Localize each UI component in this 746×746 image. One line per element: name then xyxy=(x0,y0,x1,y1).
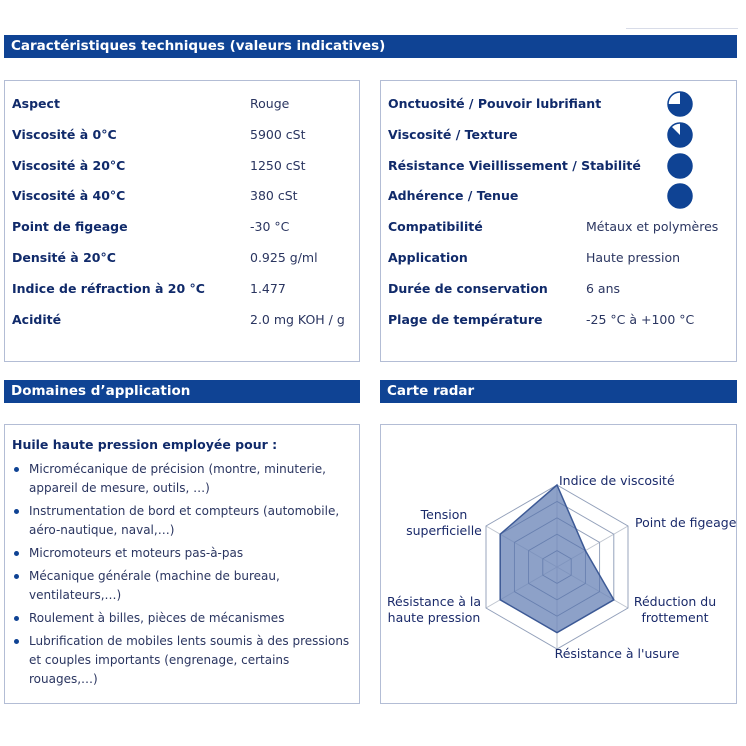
application-text: Roulement à billes, pièces de mécanismes xyxy=(29,611,285,625)
radar-header: Carte radar xyxy=(380,380,737,403)
property-label: Point de figeage xyxy=(12,219,128,235)
application-item xyxy=(5,609,357,628)
property-label: Densité à 20°C xyxy=(12,250,116,265)
application-text: Micromécanique de précision (montre, minuterie, appareil de mesure, outils, …) xyxy=(29,462,326,495)
rating-label: Viscosité / Texture xyxy=(388,126,518,142)
rating-label: Adhérence / Tenue xyxy=(388,188,519,204)
property-label: Durée de conservation xyxy=(388,280,548,296)
property-label: Acidité xyxy=(12,311,62,327)
application-text: Instrumentation de bord et compteurs (automobile, aéro-nautique, naval,…) xyxy=(29,504,340,537)
applications-title: Huile haute pression employée pour : xyxy=(12,437,278,452)
application-item xyxy=(5,460,357,498)
property-label: Compatibilité xyxy=(388,219,483,235)
rating-pie-icon xyxy=(667,153,693,179)
application-text: Mécanique générale (machine de bureau, ventilateurs,…) xyxy=(29,569,280,602)
bullet-icon xyxy=(14,616,19,621)
application-item xyxy=(5,632,357,689)
property-label: Indice de réfraction à 20 °C xyxy=(12,280,205,296)
tech-left-row xyxy=(12,156,352,176)
rating-label: Résistance Vieillissement / Stabilité xyxy=(388,157,641,173)
property-label: Application xyxy=(388,250,468,265)
property-value: Haute pression xyxy=(586,250,681,265)
tech-header: Caractéristiques techniques (valeurs indicatives) xyxy=(4,35,737,58)
radar-axis-label: Point de figeage xyxy=(635,515,736,530)
domains-panel xyxy=(4,424,360,704)
bullet-icon xyxy=(14,551,19,556)
tech-right-panel xyxy=(380,80,737,362)
tech-left-row xyxy=(12,186,352,206)
property-value: Métaux et polymères xyxy=(586,219,719,235)
application-text: Micromoteurs et moteurs pas-à-pas xyxy=(29,546,244,560)
tech-right-row xyxy=(388,279,728,299)
application-item xyxy=(5,544,357,563)
rating-pie-icon xyxy=(667,183,693,209)
tech-left-row xyxy=(12,125,352,145)
radar-axis-label: Résistance à l'usure xyxy=(554,646,680,661)
property-label: Aspect xyxy=(12,96,60,111)
property-value: 5900 cSt xyxy=(250,126,306,142)
property-label: Viscosité à 0°C xyxy=(12,126,117,142)
radar-panel xyxy=(380,424,737,704)
property-label: Viscosité à 40°C xyxy=(12,188,126,204)
property-value: 0.925 g/ml xyxy=(250,250,318,265)
top-rule xyxy=(626,28,738,29)
property-value: Rouge xyxy=(250,96,290,111)
property-value: 1250 cSt xyxy=(250,157,306,173)
radar-axis-label: Indice de viscosité xyxy=(559,473,675,488)
bullet-icon xyxy=(14,467,19,472)
tech-left-row xyxy=(12,217,352,237)
tech-left-row xyxy=(12,248,352,268)
applications-list xyxy=(5,460,357,693)
property-value: 380 cSt xyxy=(250,188,298,204)
bullet-icon xyxy=(14,509,19,514)
radar-chart xyxy=(381,425,736,703)
tech-right-row xyxy=(388,310,728,330)
tech-left-row xyxy=(12,310,352,330)
radar-axis-label: Résistance à la haute pression xyxy=(386,594,482,625)
tech-left-panel xyxy=(4,80,360,362)
application-text: Lubrification de mobiles lents soumis à des pressions et couples importants (engrenage, certains rouages,…) xyxy=(29,634,350,686)
property-value: 2.0 mg KOH / g xyxy=(250,311,345,327)
application-item xyxy=(5,502,357,540)
rating-pie-icon xyxy=(667,122,693,148)
property-label: Viscosité à 20°C xyxy=(12,157,126,173)
tech-right-row xyxy=(388,248,728,268)
property-value: -30 °C xyxy=(250,219,290,235)
radar-axis-label: Tension superficielle xyxy=(406,507,482,538)
tech-left-row xyxy=(12,279,352,299)
bullet-icon xyxy=(14,574,19,579)
tech-left-row xyxy=(12,94,352,114)
radar-data-area xyxy=(500,485,614,633)
rating-pie-icon xyxy=(667,91,693,117)
property-value: -25 °C à +100 °C xyxy=(586,311,695,327)
property-label: Plage de température xyxy=(388,311,543,327)
bullet-icon xyxy=(14,639,19,644)
radar-axis-label: Réduction du frottement xyxy=(633,594,717,625)
rating-label: Onctuosité / Pouvoir lubrifiant xyxy=(388,96,602,111)
property-value: 6 ans xyxy=(586,280,621,296)
property-value: 1.477 xyxy=(250,280,286,296)
tech-right-row xyxy=(388,217,728,237)
domains-header: Domaines d’application xyxy=(4,380,360,403)
application-item xyxy=(5,567,357,605)
